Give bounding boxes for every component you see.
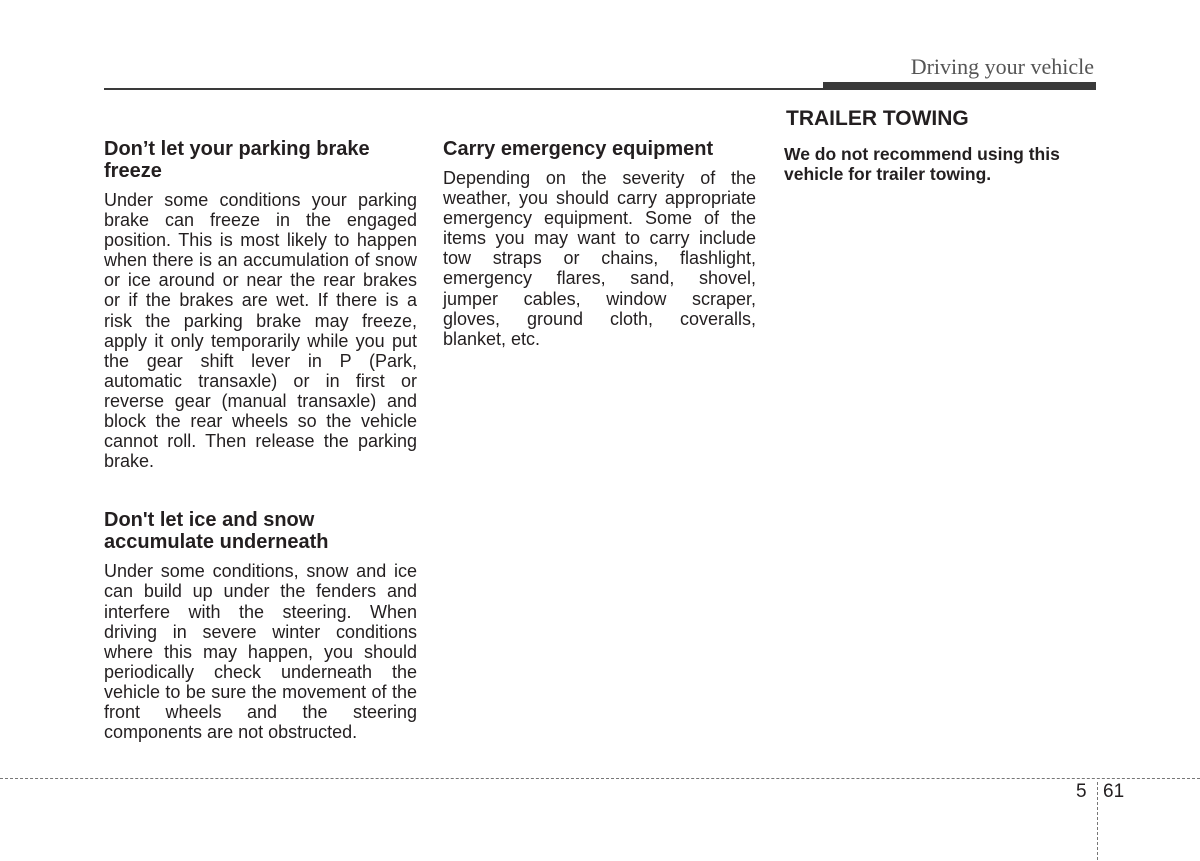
running-header-title: Driving your vehicle <box>910 54 1094 79</box>
column-middle <box>443 138 756 349</box>
chapter-number: 5 <box>1076 781 1087 802</box>
column-right <box>784 106 1098 184</box>
section-heading-parking-brake: Don’t let your parking brake freeze <box>104 138 370 182</box>
header-rule-accent <box>823 82 1096 90</box>
section-heading-ice-snow: Don't let ice and snow accumulate underneath <box>104 509 329 554</box>
footer-dashed-rule <box>0 778 1200 779</box>
column-left <box>104 138 417 742</box>
section-body-parking-brake: Under some conditions your parking brake can freeze in the engaged position. This is most likely to happen when there is an accumulation of snow or ice around or near the rear brakes or if the brakes are wet. If there is a risk the parking brake may freeze, apply it only temporarily while you put the gear shift lever in P (Park, automatic transaxle) or in first or reverse gear (manual transaxle) and block the rear wheels so the vehicle cannot roll. Then release the parking brake. <box>104 190 417 472</box>
page-number: 61 <box>1103 781 1125 802</box>
section-body-ice-snow: Under some conditions, snow and ice can build up under the fenders and interfere with the steering. When driving in severe winter conditions where this may happen, you should periodically check underneath the vehicle to be sure the movement of the front wheels and the steering components are not obstructed. <box>104 561 417 743</box>
section-body-trailer-towing: We do not recommend using this vehicle for trailer towing. <box>784 144 1060 184</box>
footer-dashed-divider <box>1097 782 1098 860</box>
section-heading-trailer-towing: TRAILER TOWING <box>786 107 969 130</box>
section-heading-emergency-equipment: Carry emergency equipment <box>443 138 714 160</box>
section-body-emergency-equipment: Depending on the severity of the weather, you should carry appropriate emergency equipment. Some of the items you may want to carry include tow straps or chains, flashlight, emergency flares, sand, shovel, jumper cables, window scraper, gloves, ground cloth, coveralls, blanket, etc. <box>443 168 756 349</box>
